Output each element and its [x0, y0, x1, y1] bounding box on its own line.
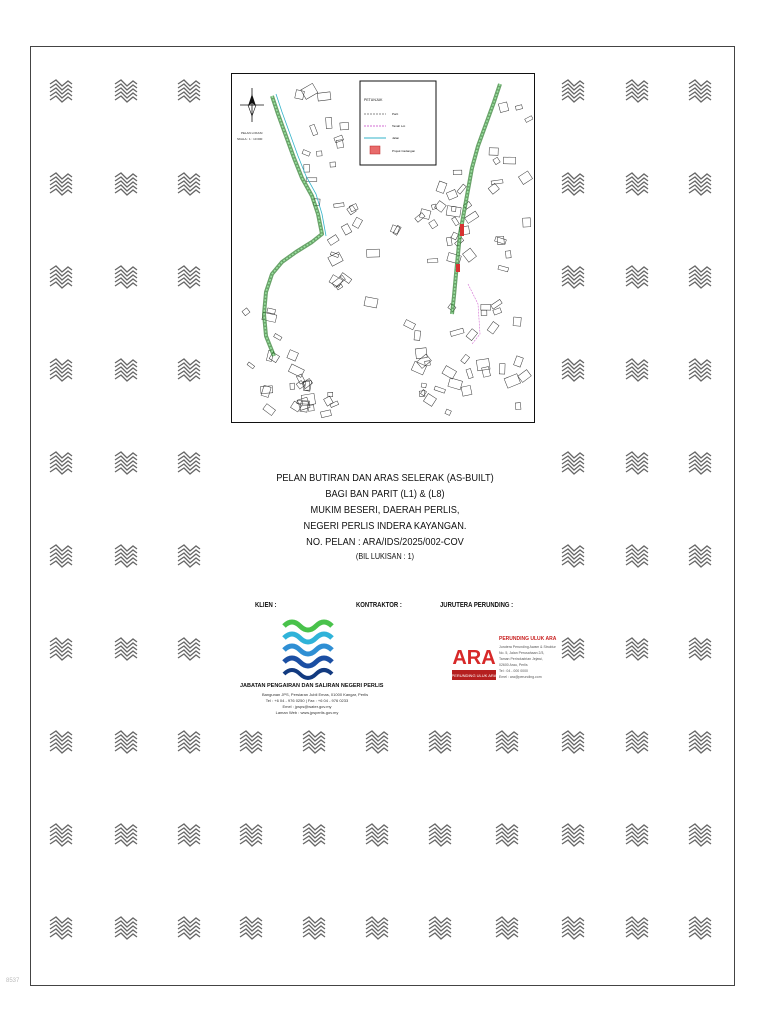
- map-legend: [360, 81, 436, 165]
- canal-route-right: [452, 84, 500, 344]
- land-parcel: [461, 385, 472, 396]
- legend-label-0: Parit: [392, 112, 399, 116]
- land-parcel: [518, 370, 531, 383]
- land-parcel: [489, 148, 498, 156]
- legend-label-3: Projek Cadangan: [392, 149, 416, 153]
- project-marker: [456, 264, 460, 272]
- client-website: Laman Web : www.jpsperlis.gov.my: [275, 710, 339, 715]
- legend-title: PETUNJUK: [364, 98, 383, 102]
- land-parcel: [515, 403, 521, 410]
- client-phone: Tel : +6 04 - 976 0250 | Fax : +6 04 - 976 0233: [265, 698, 349, 703]
- land-parcel: [525, 116, 533, 123]
- land-parcel: [352, 217, 362, 228]
- land-parcel: [481, 304, 491, 310]
- title-line-4: NEGERI PERLIS INDERA KAYANGAN.: [303, 520, 467, 532]
- land-parcel: [452, 217, 460, 226]
- land-parcel: [476, 359, 490, 371]
- land-parcel: [518, 171, 532, 185]
- land-parcel: [505, 251, 511, 258]
- land-parcel: [327, 235, 339, 246]
- consultant-line-4: 02600 Arau, Perlis: [499, 663, 528, 667]
- land-parcel: [417, 354, 432, 368]
- land-parcel: [317, 92, 331, 101]
- land-parcel: [448, 378, 463, 390]
- land-parcel: [330, 162, 336, 167]
- north-label: PELAN LOKASI: [241, 131, 263, 135]
- ara-logo-icon: [452, 638, 496, 684]
- title-block: [230, 470, 540, 564]
- land-parcel: [431, 204, 436, 209]
- land-parcel: [261, 385, 271, 397]
- scale-label: SKALA : 1 : 10 000: [237, 137, 263, 141]
- client-email: Emel : jpsps@water.gov.my: [282, 704, 332, 709]
- consultant-name: PERUNDING ULUK ARA: [499, 636, 557, 642]
- land-parcel: [450, 328, 464, 336]
- land-parcel: [514, 356, 524, 367]
- consultant-line-3: Taman Perindustrian Jejawi,: [499, 657, 543, 661]
- land-parcel: [247, 362, 255, 369]
- land-parcel: [334, 203, 345, 208]
- land-parcel: [324, 396, 334, 406]
- map-drawing: [232, 74, 533, 421]
- land-parcel: [463, 248, 477, 262]
- ara-logo-text: ARA: [452, 647, 496, 669]
- title-line-1: PELAN BUTIRAN DAN ARAS SELERAK (AS-BUILT): [276, 472, 494, 484]
- land-parcel: [446, 237, 452, 246]
- land-parcel: [491, 179, 503, 184]
- legend-label-1: Tanah Lot: [392, 124, 406, 128]
- land-parcel: [495, 237, 507, 245]
- land-parcel: [482, 367, 491, 378]
- land-parcel: [364, 297, 378, 308]
- land-parcel: [465, 211, 479, 223]
- land-parcel: [415, 213, 425, 223]
- land-parcel: [453, 170, 462, 174]
- land-parcel: [367, 249, 380, 257]
- land-parcel: [297, 400, 310, 404]
- land-parcel: [523, 218, 531, 227]
- land-parcel: [242, 308, 250, 316]
- drawing-count: (BIL LUKISAN : 1): [355, 552, 415, 561]
- land-parcel: [515, 105, 522, 110]
- consultant-label: JURUTERA PERUNDING :: [440, 602, 514, 609]
- land-parcel: [421, 383, 426, 388]
- land-parcel: [498, 265, 509, 272]
- land-parcel: [274, 334, 282, 341]
- land-parcel: [461, 354, 470, 363]
- land-parcel: [328, 392, 333, 396]
- land-parcel: [419, 209, 430, 220]
- ara-logo-band-text: PERUNDING ULUK ARA: [452, 673, 496, 678]
- land-parcel: [290, 383, 295, 389]
- land-parcel: [328, 252, 343, 266]
- land-parcel: [425, 361, 431, 366]
- land-parcel: [481, 310, 487, 315]
- consultant-line-2: No. 5, Jalan Perusahaan 2/3,: [499, 651, 545, 655]
- land-parcel: [488, 183, 499, 194]
- land-parcel: [334, 135, 344, 143]
- land-parcel: [436, 181, 447, 193]
- land-parcel: [451, 232, 458, 240]
- land-parcel: [493, 157, 500, 164]
- north-arrow-icon: [240, 88, 264, 122]
- land-parcel: [423, 394, 436, 407]
- project-marker: [460, 224, 464, 236]
- page-tag: 8537: [6, 978, 20, 984]
- land-parcel: [442, 366, 457, 379]
- land-parcel: [414, 331, 421, 341]
- consultant-line-6: Emel : ara@perunding.com: [499, 675, 542, 679]
- client-name: JABATAN PENGAIRAN DAN SALIRAN NEGERI PERLIS: [240, 683, 384, 689]
- land-parcel: [434, 386, 445, 393]
- land-parcel: [487, 322, 499, 335]
- consultant-line-5: Tel : 04 - 000 0000: [499, 669, 528, 673]
- legend-label-2: Jalan: [392, 136, 400, 140]
- wave-logo-icon: [280, 616, 335, 680]
- land-parcel: [429, 220, 438, 229]
- land-parcel: [340, 273, 352, 284]
- title-line-3: MUKIM BESERI, DAERAH PERLIS,: [310, 504, 460, 516]
- canal-route-left: [264, 94, 326, 356]
- land-parcel: [457, 184, 466, 194]
- title-line-2: BAGI BAN PARIT (L1) & (L8): [325, 488, 445, 500]
- consultant-line-1: Jurutera Perunding Awam & Struktur: [499, 645, 556, 649]
- client-label: KLIEN :: [255, 602, 277, 609]
- land-parcel: [404, 320, 416, 330]
- land-parcel: [336, 284, 343, 290]
- land-parcel: [302, 150, 310, 157]
- land-parcel: [411, 361, 426, 375]
- land-parcel: [310, 124, 318, 135]
- land-parcel: [304, 165, 310, 173]
- land-parcel: [445, 409, 451, 415]
- land-parcel: [308, 405, 314, 411]
- land-parcel: [435, 201, 447, 213]
- land-parcel: [491, 299, 502, 309]
- land-parcel: [261, 386, 273, 394]
- land-parcel: [498, 102, 508, 113]
- client-address: Bangunan JPS, Persiaran Jubli Emas, 01000 Kangar, Perlis: [262, 692, 369, 697]
- land-parcel: [415, 348, 427, 359]
- land-parcel: [336, 140, 343, 149]
- land-parcel: [420, 390, 426, 396]
- land-parcel: [446, 190, 457, 201]
- land-parcel: [347, 205, 357, 215]
- plan-number: NO. PELAN : ARA/IDS/2025/002-COV: [306, 536, 464, 548]
- land-parcel: [340, 122, 349, 130]
- land-parcel: [295, 90, 305, 100]
- legend-swatch-projek: [370, 146, 380, 154]
- land-parcel: [320, 410, 331, 418]
- land-parcel: [513, 317, 521, 326]
- contractor-label: KONTRAKTOR :: [356, 602, 402, 609]
- land-parcel: [427, 258, 438, 262]
- land-parcel: [326, 117, 332, 128]
- land-parcel: [503, 157, 515, 164]
- location-map: [231, 73, 535, 423]
- land-parcel: [466, 368, 473, 378]
- land-parcel: [263, 404, 276, 416]
- land-parcel: [499, 364, 505, 374]
- land-parcel: [349, 204, 358, 212]
- land-parcel: [287, 350, 299, 361]
- land-parcel: [317, 151, 323, 156]
- land-parcel: [341, 224, 352, 236]
